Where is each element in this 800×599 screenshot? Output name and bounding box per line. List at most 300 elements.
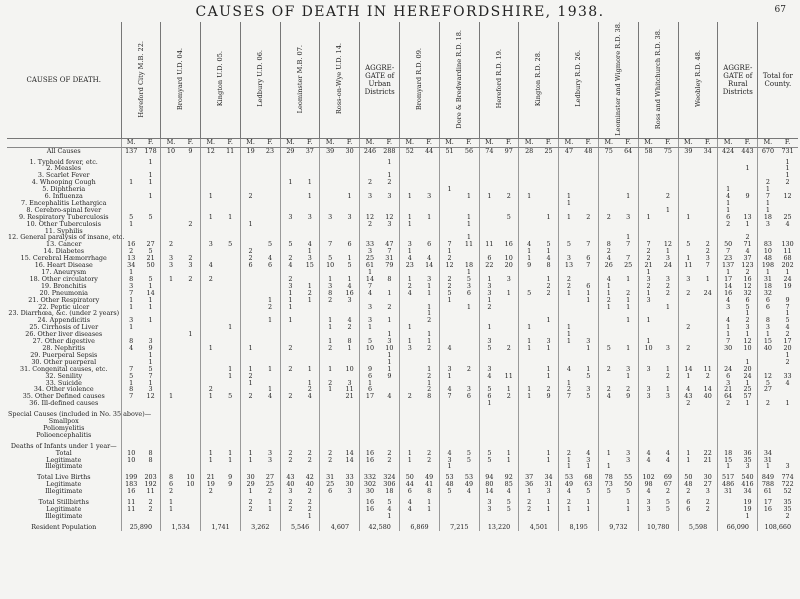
value-cell: 3 [718, 380, 738, 387]
value-cell: 2 [599, 248, 619, 255]
value-cell [181, 488, 201, 495]
row-label: Total Stillbirths [38, 498, 89, 507]
value-cell [280, 186, 300, 193]
value-cell [340, 418, 360, 425]
value-cell: 1 [280, 304, 300, 311]
value-cell: 16 [360, 450, 380, 457]
value-cell: 5 [758, 380, 778, 387]
value-cell [678, 179, 698, 186]
value-cell [678, 310, 698, 317]
value-cell [320, 159, 340, 166]
value-cell: 1 [718, 207, 738, 214]
value-cell [181, 463, 201, 470]
value-cell: 306 [383, 480, 396, 489]
value-cell: 24 [743, 371, 752, 380]
table-row [7, 193, 798, 200]
district-name: Ross and Whitchurch R.D. 38. [653, 28, 662, 129]
value-cell [280, 324, 300, 331]
row-label: Illegitimate [45, 487, 83, 496]
value-cell [519, 443, 539, 450]
value-cell [240, 200, 260, 207]
row-label: 8. Cerebro-spinal fever [26, 205, 102, 214]
value-cell [678, 297, 698, 304]
value-cell: 2 [280, 255, 300, 262]
value-cell: 8 [427, 392, 432, 401]
male-header: M. [360, 138, 380, 147]
value-cell: 1 [466, 302, 471, 311]
value-cell: 102 [638, 474, 658, 481]
value-cell: 1 [201, 450, 221, 457]
value-cell: 1 [347, 254, 352, 263]
value-cell [320, 506, 340, 513]
table-row [7, 373, 798, 380]
value-cell: 5 [586, 487, 591, 496]
value-cell [439, 310, 459, 317]
value-cell [260, 345, 280, 352]
value-cell: 2 [148, 498, 153, 507]
value-cell: 3 [201, 241, 221, 248]
value-cell [240, 207, 260, 214]
value-cell: 3 [638, 499, 658, 506]
row-label: 28. Nephritis [42, 343, 86, 352]
value-cell [201, 283, 221, 290]
value-cell: 2 [678, 488, 698, 495]
value-cell: 24 [718, 366, 738, 373]
value-cell: 3 [121, 317, 141, 324]
value-cell [479, 179, 499, 186]
value-cell [260, 338, 280, 345]
value-cell: 1 [307, 511, 312, 520]
value-cell: 1 [439, 373, 459, 380]
value-cell [360, 352, 380, 359]
value-cell [280, 418, 300, 425]
value-cell [220, 432, 240, 439]
value-cell: 1 [785, 157, 790, 166]
value-cell [260, 193, 280, 200]
value-cell [161, 297, 181, 304]
value-cell: 1 [586, 462, 591, 471]
value-cell [161, 207, 181, 214]
value-cell [638, 352, 658, 359]
value-cell: 198 [758, 262, 778, 269]
value-cell [539, 228, 559, 235]
value-cell [220, 172, 240, 179]
value-cell [220, 276, 240, 283]
population-cell: 42,580 [360, 524, 400, 531]
value-cell [181, 380, 201, 387]
value-cell: 2 [320, 450, 340, 457]
value-cell: 64 [624, 146, 633, 155]
value-cell [658, 228, 678, 235]
row-label: Legitimate [46, 455, 82, 464]
value-cell [340, 159, 360, 166]
value-cell: 10 [320, 262, 340, 269]
value-cell: 2 [201, 488, 221, 495]
value-cell: 2 [387, 455, 392, 464]
value-cell: 1 [599, 283, 619, 290]
value-cell [320, 513, 340, 520]
value-cell [758, 165, 778, 172]
value-cell [300, 345, 320, 352]
value-cell [539, 297, 559, 304]
value-cell: 4 [678, 386, 698, 393]
value-cell [400, 228, 420, 235]
value-cell: 33 [345, 473, 354, 482]
table-row [7, 352, 798, 359]
row-label: 14. Diabetes [43, 247, 85, 256]
value-cell [161, 443, 181, 450]
value-cell: 1 [559, 214, 579, 221]
value-cell: 6 [758, 304, 778, 311]
value-cell: 8 [121, 386, 141, 393]
value-cell [698, 159, 718, 166]
value-cell [181, 443, 201, 450]
value-cell [599, 221, 619, 228]
value-cell [559, 425, 579, 432]
value-cell [459, 159, 479, 166]
header-district [280, 22, 320, 138]
value-cell [519, 359, 539, 366]
value-cell: 2 [785, 357, 790, 366]
value-cell: 16 [360, 506, 380, 513]
value-cell: 2 [785, 178, 790, 187]
value-cell [220, 513, 240, 520]
value-cell [400, 425, 420, 432]
value-cell [320, 200, 340, 207]
value-cell [181, 193, 201, 200]
value-cell: 10 [638, 345, 658, 352]
value-cell [658, 159, 678, 166]
value-cell [459, 331, 479, 338]
value-cell: 12 [146, 392, 155, 401]
value-cell [320, 186, 340, 193]
row-label: All Causes [46, 146, 81, 155]
value-cell: 11 [783, 247, 792, 256]
value-cell: 1 [121, 324, 141, 331]
table-row [7, 324, 798, 331]
value-cell [260, 352, 280, 359]
value-cell: 5 [387, 498, 392, 507]
table-row [7, 380, 798, 387]
female-header: F. [459, 138, 479, 147]
value-cell [220, 418, 240, 425]
value-cell [618, 463, 638, 470]
value-cell: 61 [758, 488, 778, 495]
value-cell [181, 283, 201, 290]
value-cell: 1 [638, 290, 658, 297]
row-label: Special Causes (included in No. 35 above)— [8, 410, 152, 419]
value-cell: 11 [226, 146, 235, 155]
value-cell: 7 [121, 393, 141, 400]
value-cell: 7 [360, 283, 380, 290]
value-cell: 56 [464, 146, 474, 155]
value-cell: 1 [307, 192, 312, 201]
value-cell [678, 186, 698, 193]
table-row [7, 172, 798, 179]
value-cell [579, 310, 599, 317]
value-cell: 4 [718, 193, 738, 200]
table-row [7, 366, 798, 373]
value-cell: 1 [320, 317, 340, 324]
value-cell: 2 [161, 488, 181, 495]
value-cell: 1 [506, 288, 511, 297]
value-cell [220, 506, 240, 513]
value-cell [698, 425, 718, 432]
value-cell [559, 432, 579, 439]
value-cell: 5 [665, 498, 670, 507]
value-cell: 5 [506, 505, 511, 514]
value-cell: 21 [201, 474, 221, 481]
value-cell: 3 [638, 386, 658, 393]
value-cell: 2 [745, 233, 750, 242]
value-cell [519, 418, 539, 425]
value-cell: 1 [546, 247, 551, 256]
value-cell [658, 172, 678, 179]
value-cell: 47 [385, 240, 394, 249]
value-cell [260, 418, 280, 425]
value-cell: 30 [345, 146, 354, 155]
value-cell: 1 [307, 178, 312, 187]
value-cell [439, 432, 459, 439]
value-cell [499, 432, 519, 439]
value-cell: 2 [599, 297, 619, 304]
value-cell: 4 [267, 254, 273, 263]
value-cell [320, 499, 340, 506]
value-cell: 7 [758, 193, 778, 200]
value-cell: 50 [400, 474, 420, 481]
value-cell: 20 [504, 261, 513, 270]
value-cell [539, 324, 559, 331]
value-cell: 22 [703, 448, 712, 457]
value-cell: 1 [546, 455, 551, 464]
value-cell: 16 [743, 274, 752, 283]
value-cell [678, 172, 698, 179]
value-cell: 1 [479, 193, 499, 200]
value-cell: 203 [144, 473, 157, 482]
table-row [7, 450, 798, 457]
value-cell: 1 [665, 364, 670, 373]
value-cell: 37 [305, 146, 314, 155]
value-cell: 3 [161, 255, 181, 262]
value-cell: 2 [519, 506, 539, 513]
value-cell [181, 386, 201, 393]
value-cell: 4 [718, 317, 738, 324]
value-cell: 1 [678, 214, 698, 221]
value-cell: 63 [584, 480, 593, 489]
value-cell [499, 331, 519, 338]
value-cell: 6 [267, 261, 273, 270]
value-cell: 8 [121, 276, 141, 283]
value-cell: 1 [718, 324, 738, 331]
value-cell [718, 165, 738, 172]
value-cell [539, 186, 559, 193]
value-cell: 6 [360, 386, 380, 393]
value-cell [201, 513, 221, 520]
value-cell: 1 [148, 178, 153, 187]
value-cell: 3 [626, 455, 631, 464]
value-cell: 2 [705, 240, 710, 249]
value-cell [618, 324, 638, 331]
value-cell [479, 352, 499, 359]
value-cell [678, 165, 698, 172]
value-cell: 4 [347, 316, 352, 325]
value-cell: 32 [758, 290, 778, 297]
value-cell: 10 [121, 450, 141, 457]
value-cell: 6 [466, 288, 471, 297]
value-cell [778, 228, 798, 235]
value-cell [678, 418, 698, 425]
value-cell [559, 221, 579, 228]
value-cell [479, 159, 499, 166]
value-cell [638, 418, 658, 425]
value-cell: 32 [743, 288, 752, 297]
value-cell: 53 [439, 474, 459, 481]
value-cell [240, 418, 260, 425]
value-cell [738, 172, 758, 179]
value-cell [599, 411, 619, 418]
row-label: 3. Scarlet Fever [37, 171, 90, 180]
value-cell [201, 324, 221, 331]
value-cell [201, 221, 221, 228]
female-header: F. [260, 138, 280, 147]
value-cell [320, 463, 340, 470]
value-cell: 7 [148, 371, 153, 380]
value-cell: 1 [240, 380, 260, 387]
value-cell [419, 200, 439, 207]
value-cell [499, 359, 519, 366]
value-cell [201, 179, 221, 186]
table-row [7, 488, 798, 495]
value-cell [439, 411, 459, 418]
value-cell: 5 [479, 450, 499, 457]
value-cell: 1 [387, 171, 392, 180]
value-cell [718, 425, 738, 432]
value-cell: 49 [464, 480, 474, 489]
value-cell: 34 [743, 487, 752, 496]
table-row [7, 186, 798, 193]
value-cell: 1 [626, 295, 631, 304]
value-cell [579, 179, 599, 186]
district-name: Bromyard R.D. 09. [415, 47, 424, 110]
value-cell [320, 304, 340, 311]
value-cell: 5 [586, 392, 591, 401]
value-cell: 5 [678, 241, 698, 248]
value-cell: 12 [758, 373, 778, 380]
table-row [7, 443, 798, 450]
row-label: 26. Other liver diseases [25, 330, 103, 339]
value-cell: 1 [267, 505, 273, 514]
value-cell: 5 [466, 455, 471, 464]
value-cell [181, 499, 201, 506]
value-cell: 1 [745, 357, 750, 366]
value-cell [360, 425, 380, 432]
value-cell: 486 [718, 481, 738, 488]
value-cell: 25 [743, 385, 752, 394]
value-cell: 2 [280, 393, 300, 400]
value-cell [758, 159, 778, 166]
value-cell: 29 [280, 147, 300, 154]
value-cell: 2 [240, 393, 260, 400]
value-cell [161, 159, 181, 166]
value-cell [698, 513, 718, 520]
row-label: 13. Cancer [46, 240, 82, 249]
value-cell [559, 345, 579, 352]
value-cell [400, 359, 420, 366]
value-cell [360, 513, 380, 520]
value-cell: 5 [599, 345, 619, 352]
value-cell [240, 179, 260, 186]
value-cell: 5 [121, 373, 141, 380]
value-cell: 1 [148, 295, 153, 304]
male-header: M. [161, 138, 181, 147]
value-cell: 1 [506, 448, 511, 457]
value-cell: 1 [626, 192, 631, 201]
value-cell [579, 200, 599, 207]
value-cell: 10 [186, 473, 195, 482]
value-cell [618, 411, 638, 418]
value-cell [220, 228, 240, 235]
value-cell [519, 463, 539, 470]
value-cell [240, 276, 260, 283]
value-cell [678, 159, 698, 166]
value-cell: 1 [121, 304, 141, 311]
value-cell [201, 411, 221, 418]
value-cell [698, 172, 718, 179]
value-cell: 25 [544, 146, 553, 155]
value-cell [161, 373, 181, 380]
value-cell [658, 425, 678, 432]
table-row [7, 418, 798, 425]
value-cell: 50 [146, 261, 155, 270]
value-cell [599, 373, 619, 380]
district-name: Ross-on-Wye U.D. 14. [335, 43, 344, 115]
value-cell [599, 165, 619, 172]
value-cell [698, 345, 718, 352]
table-row [7, 147, 798, 154]
value-cell: 2 [307, 498, 312, 507]
value-cell [599, 317, 619, 324]
value-cell [439, 418, 459, 425]
value-cell: 2 [280, 506, 300, 513]
value-cell: 10 [758, 248, 778, 255]
value-cell: 14 [345, 455, 354, 464]
value-cell [260, 425, 280, 432]
value-cell [439, 172, 459, 179]
value-cell [698, 432, 718, 439]
value-cell [181, 241, 201, 248]
value-cell: 5 [506, 498, 511, 507]
row-label: 25. Cirrhosis of Liver [29, 323, 99, 332]
population-cell: 13,220 [479, 524, 519, 531]
value-cell [300, 418, 320, 425]
value-cell [638, 172, 658, 179]
value-cell: 79 [385, 261, 394, 270]
row-label: Total [55, 448, 72, 457]
value-cell: 1 [546, 371, 551, 380]
value-cell [260, 411, 280, 418]
value-cell [400, 352, 420, 359]
value-cell: 4 [546, 254, 551, 263]
value-cell [698, 310, 718, 317]
value-cell: 1 [121, 221, 141, 228]
value-cell: 2 [559, 499, 579, 506]
value-cell [519, 366, 539, 373]
row-label: 2. Measles [46, 164, 82, 173]
value-cell [161, 450, 181, 457]
value-cell [618, 418, 638, 425]
value-cell: 4 [439, 450, 459, 457]
value-cell: 3 [586, 455, 591, 464]
